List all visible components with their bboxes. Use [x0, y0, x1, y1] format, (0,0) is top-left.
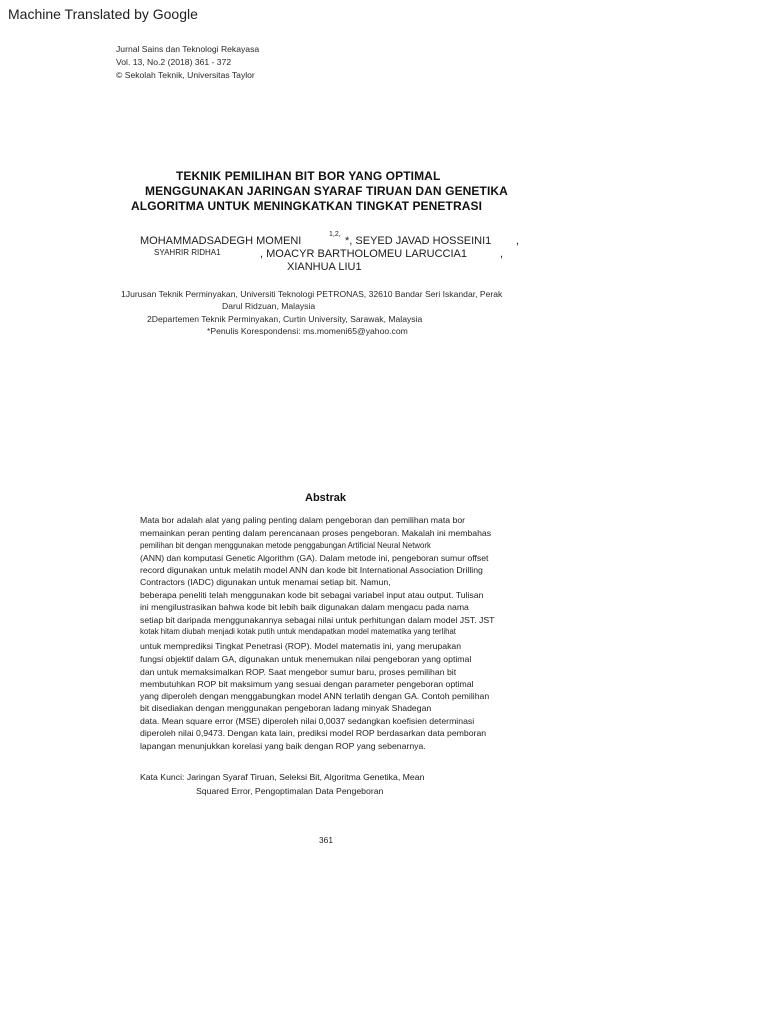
abstract-line: untuk memprediksi Tingkat Penetrasi (ROP). Model matematis ini, yang merupakan: [140, 641, 462, 651]
author-liu: XIANHUA LIU1: [287, 261, 362, 273]
abstract-heading: Abstrak: [305, 492, 346, 504]
translation-banner: Machine Translated by Google: [8, 6, 198, 22]
abstract-line: Mata bor adalah alat yang paling penting dalam pengeboran dan pemilihan mata bor: [140, 515, 466, 525]
abstract-line: (ANN) dan komputasi Genetic Algorithm (GA). Dalam metode ini, pengeboran sumur offset: [140, 553, 489, 563]
abstract-line: membutuhkan ROP bit maksimum yang sesuai dengan parameter pengeboran optimal: [140, 679, 474, 689]
abstract-line: pemilihan bit dengan menggunakan metode penggabungan Artificial Neural Network: [140, 541, 431, 550]
keywords-line-1: Kata Kunci: Jaringan Syaraf Tiruan, Seleksi Bit, Algoritma Genetika, Mean: [140, 772, 425, 782]
author-separator: ,: [516, 235, 520, 247]
abstract-line: memainkan peran penting dalam perencanaan proses pengeboran. Makalah ini membahas: [140, 528, 492, 538]
abstract-line: data. Mean square error (MSE) diperoleh nilai 0,0037 sedangkan koefisien determinasi: [140, 716, 475, 726]
author-ridha: SYAHRIR RIDHA1: [154, 248, 221, 257]
abstract-line: record digunakan untuk melatih model ANN dan kode bit International Association Drilling: [140, 565, 483, 575]
abstract-line: lapangan menunjukkan korelasi yang baik dengan ROP yang sebenarnya.: [140, 741, 426, 751]
affiliation-1-line-1: 1Jurusan Teknik Perminyakan, Universiti Teknologi PETRONAS, 32610 Bandar Seri Iskandar, Perak: [121, 289, 503, 299]
author-momeni: MOHAMMADSADEGH MOMENI: [140, 235, 302, 247]
abstract-line: setiap bit daripada menggunakannya sebagai nilai untuk perhitungan dalam model JST. JST: [140, 615, 495, 625]
title-line-2: MENGGUNAKAN JARINGAN SYARAF TIRUAN DAN GENETIKA: [145, 184, 508, 198]
author-laruccia: , MOACYR BARTHOLOMEU LARUCCIA1: [260, 248, 468, 260]
abstract-line: diperoleh nilai 0,9473. Dengan kata lain, prediksi model ROP berdasarkan data pemboran: [140, 728, 487, 738]
author-momeni-affiliation-marks: 1,2,: [329, 231, 341, 238]
journal-volume: Vol. 13, No.2 (2018) 361 - 372: [116, 57, 232, 67]
affiliation-2: 2Departemen Teknik Perminyakan, Curtin University, Sarawak, Malaysia: [147, 314, 423, 324]
abstract-line: Contractors (IADC) digunakan untuk menamai setiap bit. Namun,: [140, 577, 391, 587]
abstract-line: dan untuk memaksimalkan ROP. Saat mengebor sumur baru, proses pemilihan bit: [140, 667, 457, 677]
title-line-1: TEKNIK PEMILIHAN BIT BOR YANG OPTIMAL: [176, 169, 441, 183]
abstract-line: kotak hitam diubah menjadi kotak putih untuk mendapatkan model matematika yang terlihat: [140, 627, 456, 636]
affiliation-1-line-2: Darul Ridzuan, Malaysia: [222, 301, 316, 311]
abstract-line: fungsi objektif dalam GA, digunakan untuk menemukan nilai pengeboran yang optimal: [140, 654, 472, 664]
abstract-line: bit disediakan dengan menggunakan pengeboran ladang minyak Shadegan: [140, 703, 432, 713]
author-separator: ,: [500, 248, 504, 260]
title-line-3: ALGORITMA UNTUK MENINGKATKAN TINGKAT PENETRASI: [131, 199, 483, 213]
page-number: 361: [319, 835, 333, 845]
corresponding-author: *Penulis Korespondensi: ms.momeni65@yahoo.com: [207, 326, 408, 336]
journal-name: Jurnal Sains dan Teknologi Rekayasa: [116, 44, 260, 54]
abstract-line: ini mengilustrasikan bahwa kode bit lebih baik digunakan dalam mengacu pada nama: [140, 602, 469, 612]
abstract-line: yang diperoleh dengan menggabungkan model ANN terlatih dengan GA. Contoh pemilihan: [140, 691, 490, 701]
journal-copyright: © Sekolah Teknik, Universitas Taylor: [116, 70, 255, 80]
author-hosseini: *, SEYED JAVAD HOSSEINI1: [345, 235, 492, 247]
abstract-line: beberapa peneliti telah menggunakan kode bit sebagai variabel input atau output. Tulisan: [140, 590, 484, 600]
keywords-line-2: Squared Error, Pengoptimalan Data Pengeboran: [196, 786, 384, 796]
